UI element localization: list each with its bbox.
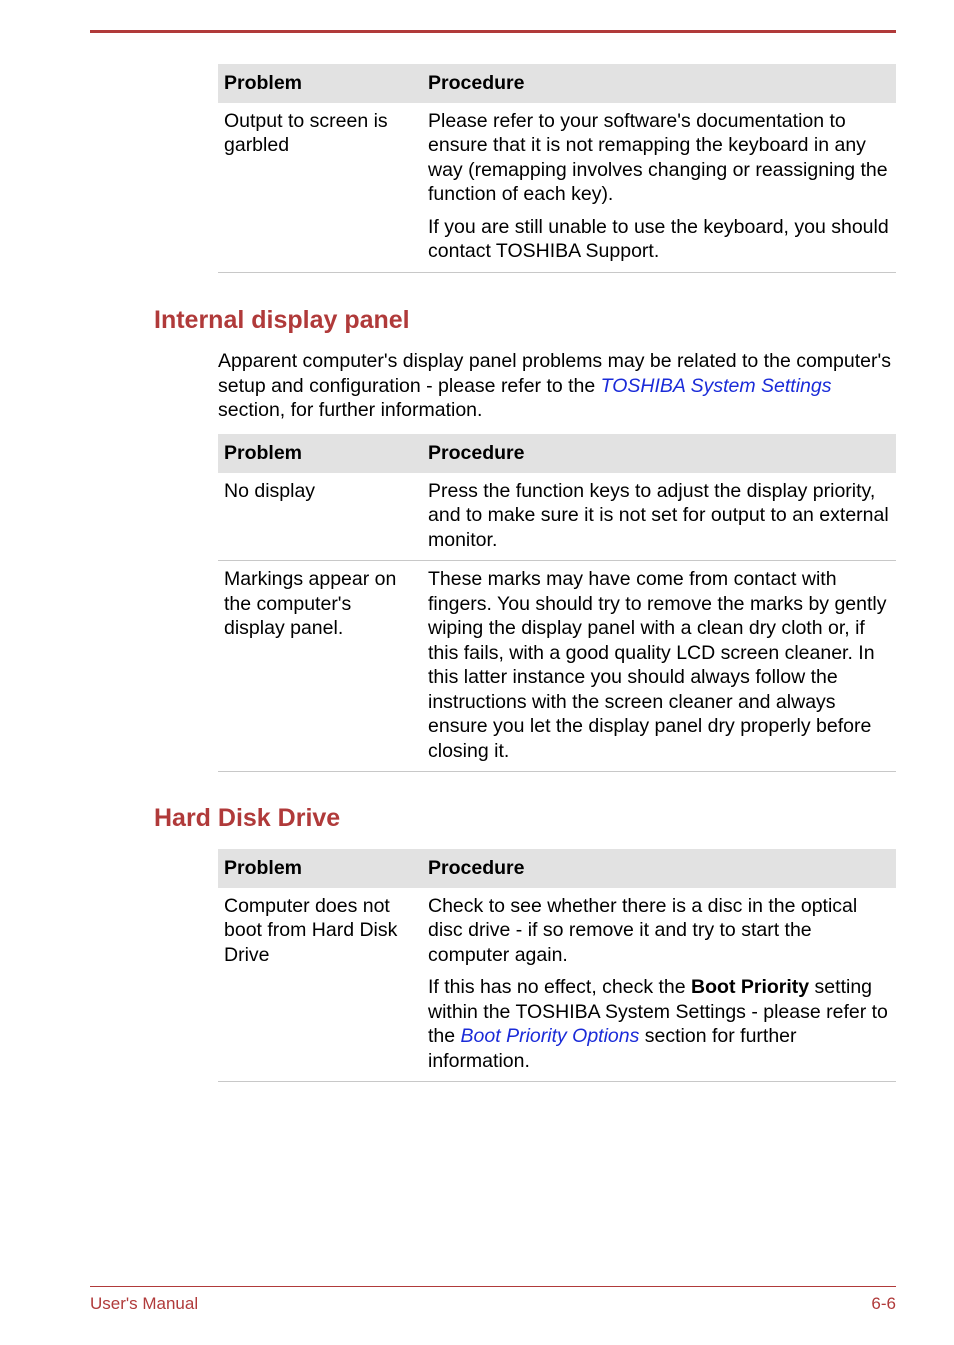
- column-header-procedure: Procedure: [422, 849, 896, 888]
- toshiba-system-settings-link[interactable]: TOSHIBA System Settings: [600, 374, 832, 397]
- table-row: [218, 561, 896, 772]
- keyboard-problem-table: [218, 64, 896, 273]
- procedure-cell: [422, 561, 896, 772]
- section-intro-display: [218, 349, 896, 423]
- procedure-paragraph: Please refer to your software's documentation to ensure that it is not remapping the keyboard in any way (remapping involves changing or reassigning the function of each key).: [428, 109, 888, 205]
- footer-rule: [90, 1286, 896, 1287]
- problem-cell: Markings appear on the computer's display panel.: [218, 561, 422, 772]
- column-header-procedure: Procedure: [422, 434, 896, 473]
- procedure-paragraph: These marks may have come from contact with fingers. You should try to remove the marks by gently wiping the display panel with a clean dry cloth or, if this fails, with a good quality LCD screen cleaner. In this latter instance you should always follow the instructions with the screen cleaner and always ensure you let the display panel dry properly before closing it.: [428, 568, 887, 762]
- table-header-row: [218, 434, 896, 473]
- boot-priority-options-link[interactable]: Boot Priority Options: [460, 1025, 640, 1047]
- display-problem-table: [218, 434, 896, 772]
- problem-cell: No display: [218, 473, 422, 561]
- procedure-paragraph: Press the function keys to adjust the display priority, and to make sure it is not set for output to an external monitor.: [428, 479, 889, 551]
- procedure-paragraph: If you are still unable to use the keyboard, you should contact TOSHIBA Support.: [428, 215, 889, 262]
- table-row: [218, 473, 896, 561]
- table-row: [218, 103, 896, 273]
- table-header-row: [218, 849, 896, 888]
- column-header-problem: Problem: [218, 849, 422, 888]
- procedure-text: If this has no effect, check the: [428, 976, 692, 998]
- intro-text: section, for further information.: [218, 399, 483, 421]
- hdd-problem-table: [218, 849, 896, 1082]
- column-header-problem: Problem: [218, 64, 422, 103]
- table-row: [218, 888, 896, 1082]
- section-heading-display: Internal display panel: [154, 306, 410, 334]
- procedure-cell: [422, 473, 896, 561]
- header-rule: [90, 30, 896, 33]
- procedure-paragraph: Check to see whether there is a disc in the optical disc drive - if so remove it and try to start the computer again.: [428, 894, 858, 966]
- intro-text: Apparent computer's display panel problems may be related to the computer's setup and configuration - please refer to the: [218, 350, 891, 397]
- procedure-cell: [422, 103, 896, 273]
- page-number: 6-6: [871, 1294, 896, 1313]
- procedure-text: section for further information.: [428, 1025, 797, 1072]
- procedure-text: setting within the TOSHIBA System Settings - please refer to the: [428, 976, 888, 1047]
- boot-priority-term: Boot Priority: [691, 976, 810, 998]
- table-header-row: [218, 64, 896, 103]
- problem-cell: Computer does not boot from Hard Disk Drive: [218, 888, 422, 1082]
- section-heading-hdd: Hard Disk Drive: [154, 804, 341, 832]
- problem-cell: Output to screen is garbled: [218, 103, 422, 273]
- column-header-procedure: Procedure: [422, 64, 896, 103]
- column-header-problem: Problem: [218, 434, 422, 473]
- procedure-paragraph: [428, 975, 890, 1073]
- footer-manual-title: User's Manual: [90, 1294, 199, 1313]
- procedure-cell: [422, 888, 896, 1082]
